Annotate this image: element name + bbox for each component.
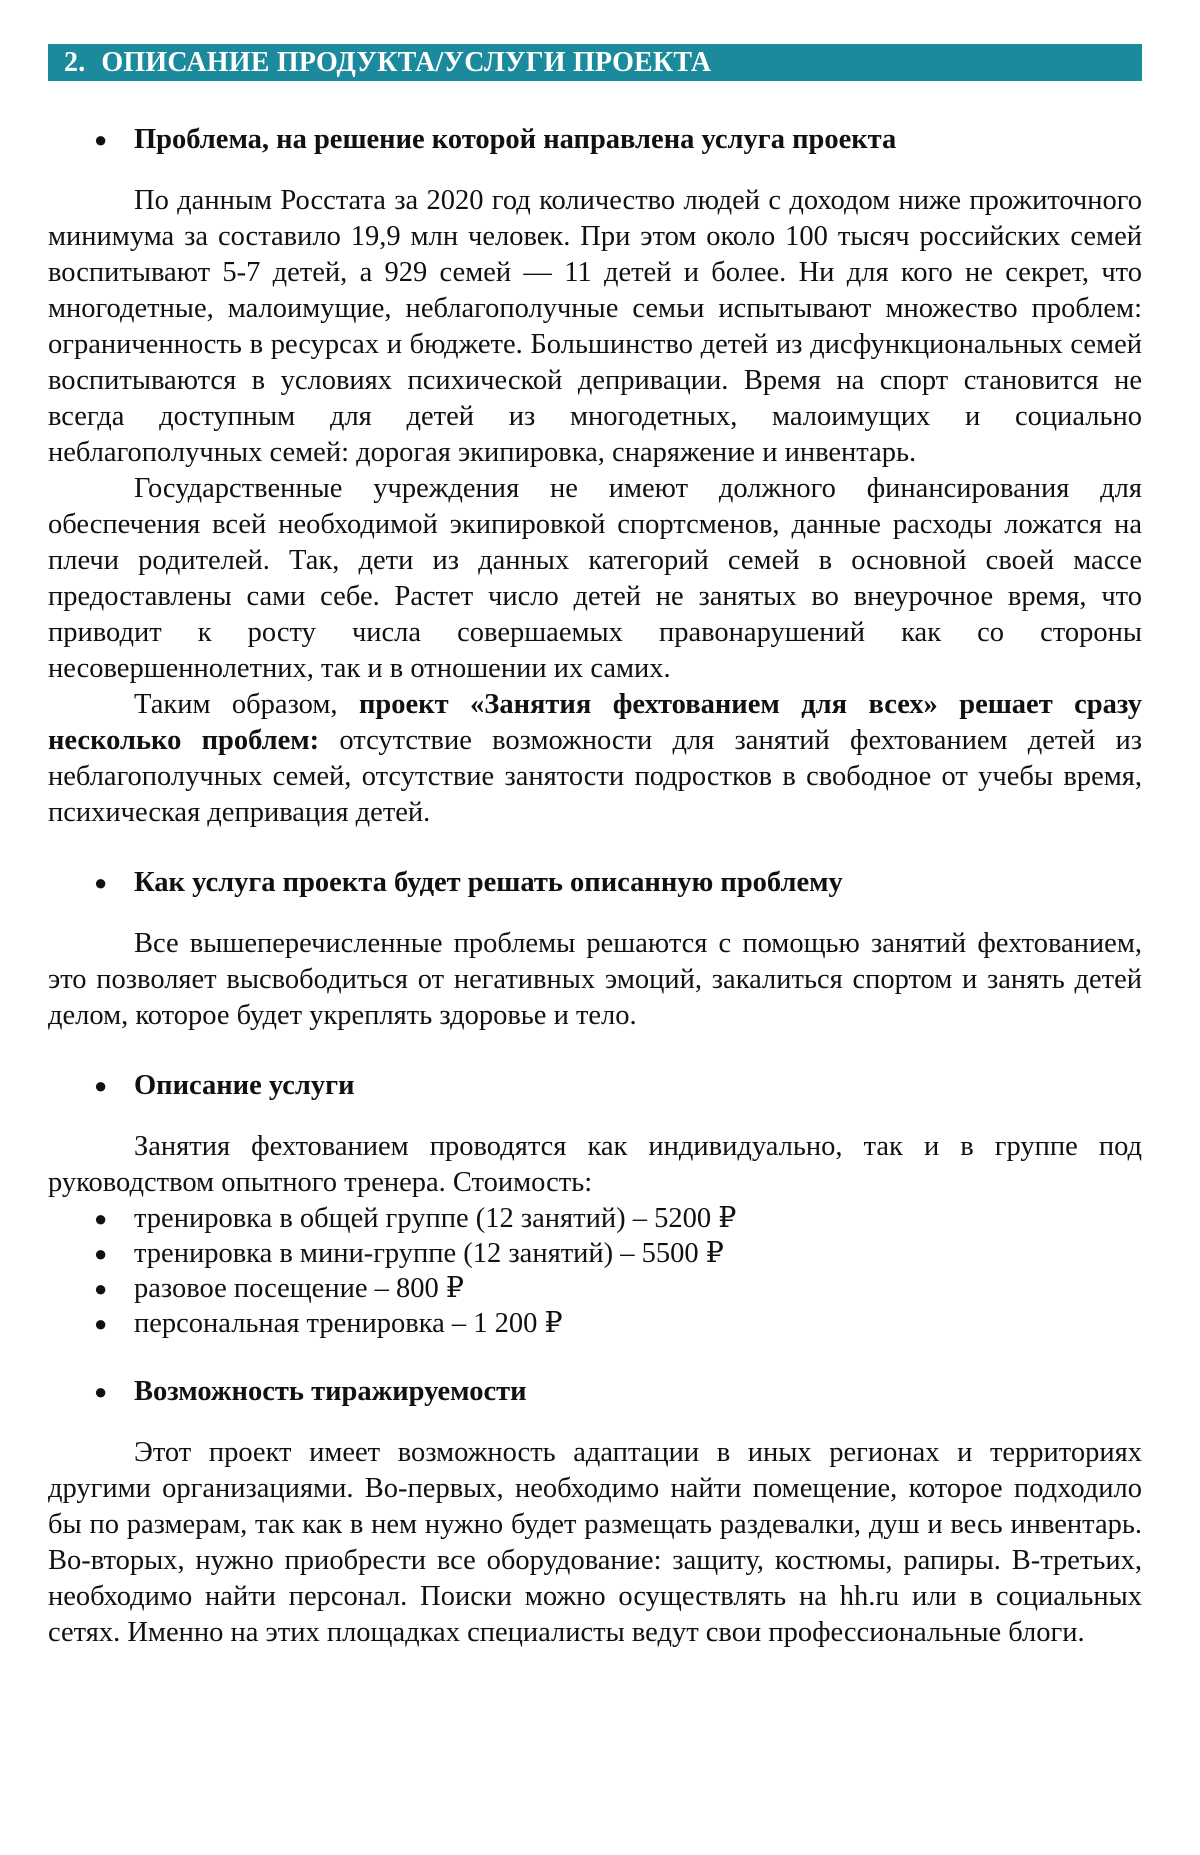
price-item-text: персональная тренировка – 1 200 ₽	[134, 1308, 563, 1339]
problem-heading	[48, 123, 1142, 157]
solution-heading	[48, 866, 1142, 900]
price-item-text: разовое посещение – 800 ₽	[134, 1273, 464, 1304]
bullet-icon: ●	[94, 1073, 108, 1098]
problem-p3-lead: Таким образом,	[134, 689, 359, 720]
service-heading-text: Описание услуги	[134, 1070, 355, 1101]
bullet-icon: ●	[94, 127, 108, 152]
service-paragraph-1: Занятия фехтованием проводятся как индивидуально, так и в группе под руководством опытного тренера. Стоимость:	[48, 1131, 1142, 1198]
list-item	[48, 1306, 1142, 1341]
solution-paragraph-1: Все вышеперечисленные проблемы решаются с помощью занятий фехтованием, это позволяет высвободиться от негативных эмоций, закалиться спортом и занять детей делом, которое будет укреплять здоровье и тело.	[48, 928, 1142, 1031]
section-number: 2.	[64, 47, 86, 78]
problem-paragraph-3	[48, 687, 1142, 831]
price-item-text: тренировка в мини-группе (12 занятий) – 5500 ₽	[134, 1238, 724, 1269]
problem-paragraph-2: Государственные учреждения не имеют должного финансирования для обеспечения всей необходимой экипировкой спортсменов, данные расходы ложатся на плечи родителей. Так, дети из данных категорий семей в основной своей массе предоставлены сами себе. Растет число детей не занятых во внеурочное время, что приводит к росту числа совершаемых правонарушений как со стороны несовершеннолетних, так и в отношении их самих.	[48, 473, 1142, 684]
section-title: ОПИСАНИЕ ПРОДУКТА/УСЛУГИ ПРОЕКТА	[101, 47, 712, 78]
section-header	[48, 44, 1142, 81]
list-item	[48, 1236, 1142, 1271]
problem-p3-rest: отсутствие возможности для занятий фехтованием детей из неблагополучных семей, отсутствие занятости подростков в свободное от учебы время, психическая депривация детей.	[48, 725, 1142, 828]
problem-heading-text: Проблема, на решение которой направлена услуга проекта	[134, 124, 897, 155]
problem-p3-bold: проект «Занятия фехтованием для всех» решает сразу несколько проблем:	[48, 689, 1143, 756]
document-page	[48, 44, 1142, 1651]
bullet-icon: ●	[94, 1311, 108, 1336]
solution-heading-text: Как услуга проекта будет решать описанную проблему	[134, 867, 843, 898]
problem-paragraph-1: По данным Росстата за 2020 год количество людей с доходом ниже прожиточного минимума за составило 19,9 млн человек. При этом около 100 тысяч российских семей воспитывают 5-7 детей, а 929 семей — 11 детей и более. Ни для кого не секрет, что многодетные, малоимущие, неблагополучные семьи испытывают множество проблем: ограниченность в ресурсах и бюджете. Большинство детей из дисфункциональных семей воспитываются в условиях психической депривации. Время на спорт становится не всегда доступным для детей из многодетных, малоимущих и социально неблагополучных семей: дорогая экипировка, снаряжение и инвентарь.	[48, 185, 1142, 468]
service-heading	[48, 1069, 1142, 1103]
bullet-icon: ●	[94, 1276, 108, 1301]
bullet-icon: ●	[94, 1241, 108, 1266]
bullet-icon: ●	[94, 1379, 108, 1404]
bullet-icon: ●	[94, 1206, 108, 1231]
bullet-icon: ●	[94, 870, 108, 895]
list-item	[48, 1271, 1142, 1306]
price-list	[48, 1201, 1142, 1341]
scaling-heading-text: Возможность тиражируемости	[134, 1376, 527, 1407]
scaling-heading	[48, 1375, 1142, 1409]
list-item	[48, 1201, 1142, 1236]
price-item-text: тренировка в общей группе (12 занятий) – 5200 ₽	[134, 1203, 737, 1234]
scaling-paragraph-1: Этот проект имеет возможность адаптации в иных регионах и территориях другими организациями. Во-первых, необходимо найти помещение, которое подходило бы по размерам, так как в нем нужно будет размещать раздевалки, душ и весь инвентарь. Во-вторых, нужно приобрести все оборудование: защиту, костюмы, рапиры. В-третьих, необходимо найти персонал. Поиски можно осуществлять на hh.ru или в социальных сетях. Именно на этих площадках специалисты ведут свои профессиональные блоги.	[48, 1437, 1142, 1648]
